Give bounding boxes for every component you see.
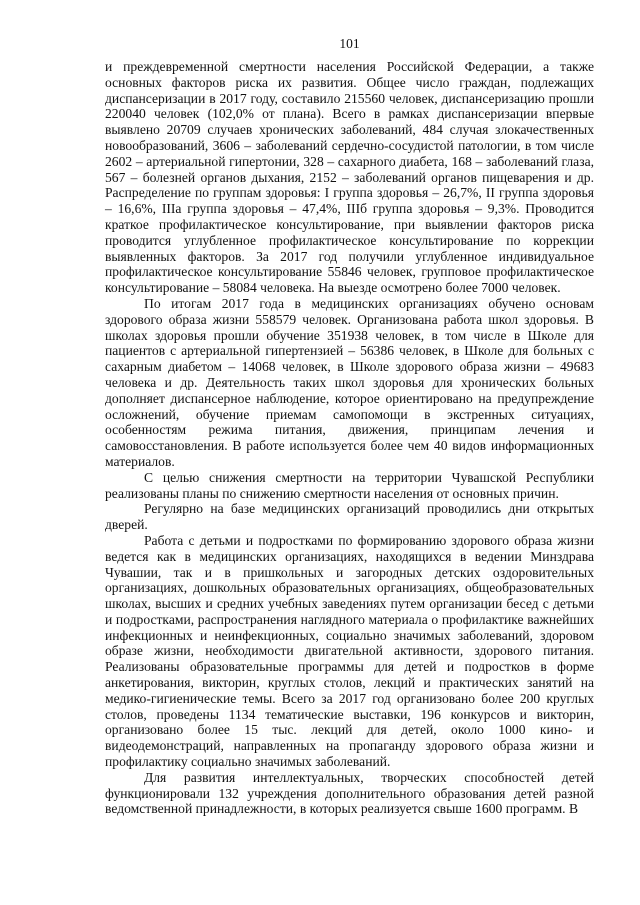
paragraph-dispensary-results: и преждевременной смертности населения Российской Федерации, а также основных факторов риска их развития. Общее число граждан, подлежащих диспансеризации в 2017 году, составило 215560 человек, диспансеризацию прошли 220040 человек (102,0% от плана). Всего в рамках диспансеризации впервые выявлено 20709 случаев хронических заболеваний, 484 случая злокачественных новообразований, 3606 – заболеваний сердечно-сосудистой патологии, в том числе 2602 – артериальной гипертонии, 328 – сахарного диабета, 168 – заболеваний глаза, 567 – болезней органов дыхания, 2152 – заболеваний органов пищеварения и др. Распределение по группам здоровья: I группа здоровья – 26,7%, II группа здоровья – 16,6%, IIIа группа здоровья – 47,4%, IIIб группа здоровья – 9,3%. Проводится краткое профилактическое консультирование, при выявлении факторов риска проводится углубленное профилактическое консультирование по коррекции выявленных факторов. За 2017 год получили углубленное индивидуальное профилактическое консультирование 55846 человек, групповое профилактическое консультирование – 58084 человека. На выезде осмотрено более 7000 человек.	[105, 59, 594, 296]
paragraph-children-work: Работа с детьми и подростками по формированию здорового образа жизни ведется как в медицинских организациях, находящихся в ведении Минздрава Чувашии, так и в пришкольных и загородных детских оздоровительных организациях, дошкольных образовательных организациях, общеобразовательных школах, высших и средних учебных заведениях путем организации бесед с детьми и подростками, распространения наглядного материала о профилактике важнейших инфекционных и неинфекционных, социально значимых заболеваний, здоровом образе жизни, необходимости двигательной активности, здорового питания. Реализованы образовательные программы для детей и подростков в форме анкетирования, викторин, круглых столов, лекций и практических занятий на медико-гигиенические темы. Всего за 2017 год организовано более 200 круглых столов, проведены 1134 тематические выставки, 196 конкурсов и викторин, организовано более 15 тыс. лекций для детей, около 1000 кино- и видеодемонстраций, направленных на пропаганду здорового образа жизни и профилактику социально значимых заболеваний.	[105, 532, 594, 770]
document-page	[105, 36, 594, 817]
paragraph-open-days: Регулярно на базе медицинских организаций проводились дни открытых дверей.	[105, 501, 594, 533]
page-number: 101	[339, 36, 360, 51]
paragraph-health-schools: По итогам 2017 года в медицинских организациях обучено основам здорового образа жизни 558579 человек. Организована работа школ здоровья. В школах здоровья прошли обучение 351938 человек, в том числе в Школе для пациентов с артериальной гипертензией – 56386 человек, в Школе для больных с сахарным диабетом – 14068 человек, в Школе здорового образа жизни – 49683 человека и др. Деятельность таких школ здоровья для хронических больных дополняет диспансерное наблюдение, которое ориентировано на предупреждение осложнений, обучение приемам самопомощи в экстренных ситуациях, особенностям режима питания, движения, принципам лечения и самовосстановления. В работе используется более чем 40 видов информационных материалов.	[105, 295, 594, 469]
paragraph-mortality-plans: С целью снижения смертности на территории Чувашской Республики реализованы планы по снижению смертности населения от основных причин.	[105, 469, 594, 501]
paragraph-extra-education: Для развития интеллектуальных, творческих способностей детей функционировали 132 учреждения дополнительного образования детей разной ведомственной принадлежности, в которых реализуется свыше 1600 программ. В	[105, 769, 594, 817]
